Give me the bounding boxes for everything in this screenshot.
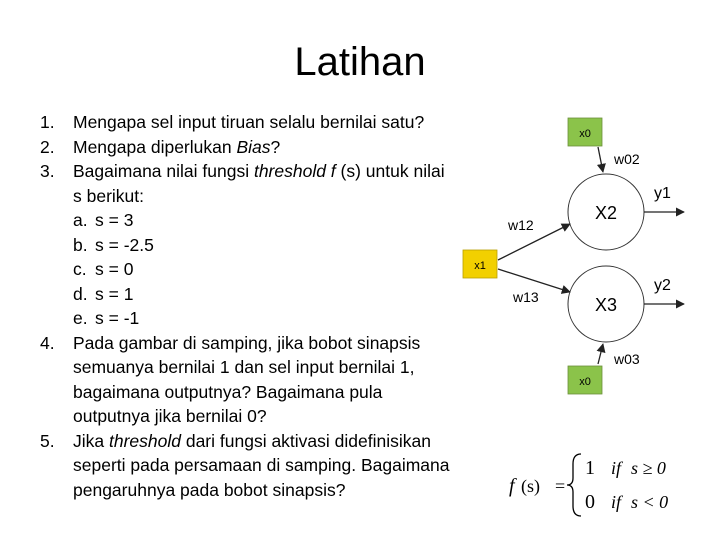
connection-x0-x3 [598,344,603,364]
neural-network-diagram [458,112,690,400]
slide-title: Latihan [294,40,426,84]
formula-case1-if: if [611,458,622,478]
formula-arg: (s) [521,476,540,496]
subitem-letter: b. [73,234,88,255]
item-number: 5. [40,430,55,451]
item-number: 4. [40,332,55,353]
text-part: (s) untuk nilai [335,161,445,181]
subitem-a [40,208,500,233]
formula-case2-value: 0 [585,491,595,513]
item-1 [40,110,500,135]
item-number: 2. [40,136,55,157]
neuron-x3-label: X3 [594,295,618,315]
item-5-line-2: seperti pada persamaan di samping. Bagaimana [73,455,450,475]
item-text: Pada gambar di samping, jika bobot sinapsis [73,332,421,353]
emphasis: threshold [108,430,181,451]
text-part: Bagaimana nilai fungsi [73,161,254,181]
threshold-formula [505,448,685,520]
subitem-letter: c. [73,259,87,279]
output-y2-label: y2 [654,277,671,294]
weight-w03-label: w03 [614,351,640,367]
item-text [73,429,431,454]
connection-x0-x2 [598,147,603,172]
output-y1-label: y1 [654,185,671,202]
emphasis: Bias [236,136,271,157]
item-5-line-3: pengaruhnya pada bobot sinapsis? [73,479,346,500]
subitem-text: s = -1 [95,308,140,328]
input-x0-bottom-label: x0 [579,376,591,388]
subitem-text: s = -2.5 [95,234,154,255]
input-x1-label: x1 [474,260,486,272]
item-2 [40,135,500,160]
item-text: Mengapa sel input tiruan selalu bernilai satu? [73,112,425,132]
neuron-x2-label: X2 [594,203,618,223]
weight-w12-label: w12 [508,217,534,233]
text-part: ? [270,136,281,157]
item-4-line-2: semuanya bernilai 1 dan sel input bernilai 1, [73,357,415,377]
formula-case2-condition: s < 0 [631,492,669,512]
formula-equals: = [555,476,566,496]
item-5 [40,429,500,454]
input-x0-top-label: x0 [579,128,591,140]
subitem-e [40,306,500,331]
item-text [73,135,280,160]
item-4 [40,331,500,356]
weight-w02-label: w02 [614,151,640,167]
item-4-line-3: bagaimana outputnya? Bagaimana pula [73,381,383,402]
subitem-letter: a. [73,210,88,230]
subitem-letter: d. [73,283,88,304]
subitem-d [40,282,500,307]
subitem-letter: e. [73,308,88,328]
item-number: 1. [40,112,55,132]
item-3-continuation: s berikut: [73,185,144,206]
subitem-text: s = 0 [95,259,134,279]
text-part: Jika [73,430,109,451]
formula-f: f [509,475,515,497]
subitem-text: s = 1 [95,283,134,304]
item-text [73,159,445,184]
formula-case2-if: if [611,492,622,512]
formula-case1-condition: s ≥ 0 [631,458,666,478]
formula-brace [567,454,581,516]
item-4-line-4: outputnya jika bernilai 0? [73,406,267,426]
weight-w13-label: w13 [513,289,539,305]
exercise-list [40,110,500,502]
text-part: Mengapa diperlukan [73,136,237,157]
subitem-text: s = 3 [95,210,134,230]
subitem-b [40,233,500,258]
formula-case1-value: 1 [585,457,595,479]
text-part: dari fungsi aktivasi didefinisikan [180,430,431,451]
subitem-c [40,257,500,282]
item-number: 3. [40,161,55,181]
item-3 [40,159,500,184]
emphasis: threshold f [253,161,336,181]
